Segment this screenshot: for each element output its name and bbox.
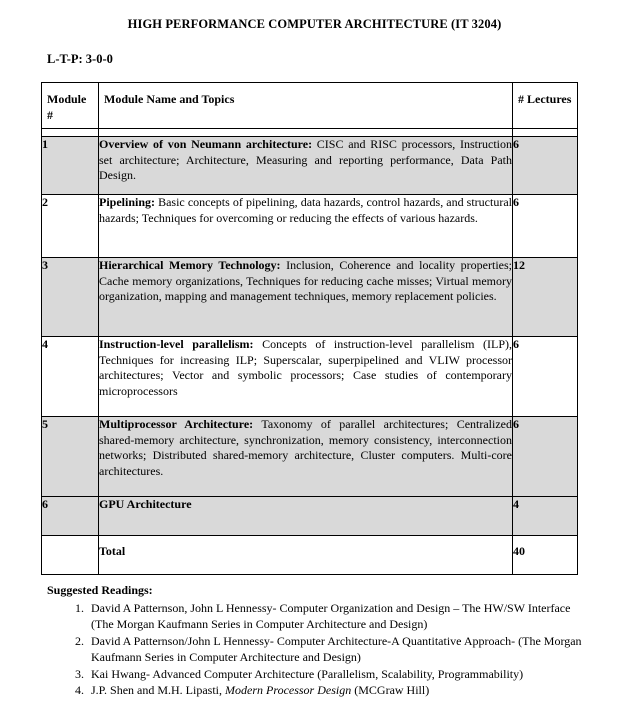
table-row [42, 337, 578, 417]
table-row [42, 137, 578, 195]
list-item: 3. Kai Hwang- Advanced Computer Architecture (Parallelism, Scalability, Programmability) [87, 666, 592, 683]
module-topics [99, 195, 513, 258]
module-number: 5 [42, 417, 99, 497]
module-topics [99, 417, 513, 497]
syllabus-table [41, 82, 578, 575]
ltp-label: L-T-P: 3-0-0 [47, 52, 113, 66]
module-heading: Instruction-level parallelism: [99, 337, 254, 351]
page-title: HIGH PERFORMANCE COMPUTER ARCHITECTURE (IT 3204) [127, 17, 502, 31]
module-heading: GPU Architecture [99, 497, 192, 511]
readings-list [47, 600, 592, 699]
module-heading: Overview of von Neumann architecture: [99, 137, 313, 151]
module-lectures: 6 [513, 417, 578, 497]
total-row [42, 536, 578, 575]
module-text: Basic concepts of pipelining, data hazards, control hazards, and structural hazards; Techniques for overcoming or reducing the effects of various hazards. [99, 195, 512, 225]
header-module: Module # [42, 83, 99, 129]
module-lectures: 4 [513, 497, 578, 536]
header-name: Module Name and Topics [99, 83, 513, 129]
module-text: Taxonomy of parallel architectures; Centralized shared-memory architecture, synchronization, memory consistency, interconnection networks; Distributed shared-memory architecture, Cluster computers. Multi-core architectures. [99, 417, 513, 478]
list-item: 1. David A Patternson, John L Hennessy- Computer Organization and Design – The HW/SW Interface (The Morgan Kaufmann Series in Computer Architecture and Design) [87, 600, 592, 633]
table-row [42, 258, 578, 337]
module-topics [99, 137, 513, 195]
table-row [42, 417, 578, 497]
module-number: 6 [42, 497, 99, 536]
table-row [42, 497, 578, 536]
module-text: CISC and RISC processors, Instruction set architecture; Architecture, Measuring and reporting performance, Data Path Design. [99, 137, 513, 182]
module-topics [99, 258, 513, 337]
total-lectures: 40 [513, 536, 578, 575]
table-header-row [42, 83, 578, 129]
module-number: 3 [42, 258, 99, 337]
module-heading: Hierarchical Memory Technology: [99, 258, 281, 272]
header-lectures: # Lectures [513, 83, 578, 129]
list-item: 2. David A Patternson/John L Hennessy- Computer Architecture-A Quantitative Approach- (The Morgan Kaufmann Series in Computer Architecture and Design) [87, 633, 592, 666]
module-lectures: 6 [513, 337, 578, 417]
module-heading: Multiprocessor Architecture: [99, 417, 254, 431]
module-number: 4 [42, 337, 99, 417]
module-number: 1 [42, 137, 99, 195]
module-number: 2 [42, 195, 99, 258]
module-lectures: 6 [513, 195, 578, 258]
suggested-readings [47, 582, 592, 699]
list-item: 4. J.P. Shen and M.H. Lipasti, Modern Processor Design (MCGraw Hill) [87, 682, 592, 699]
module-topics [99, 497, 513, 536]
module-topics [99, 337, 513, 417]
module-lectures: 12 [513, 258, 578, 337]
module-lectures: 6 [513, 137, 578, 195]
total-label: Total [99, 536, 513, 575]
module-text: Concepts of instruction-level parallelism (ILP), Techniques for increasing ILP; Superscalar, superpipelined and VLIW processor architectures; Vector and symbolic processors; Case studies of contemporary microprocessors [99, 337, 513, 398]
table-row [42, 195, 578, 258]
module-text: Inclusion, Coherence and locality properties; Cache memory organizations, Techniques for reducing cache misses; Virtual memory organization, mapping and management techniques, memory replacement policies. [99, 258, 512, 303]
module-heading: Pipelining: [99, 195, 156, 209]
readings-heading: Suggested Readings: [47, 583, 153, 597]
